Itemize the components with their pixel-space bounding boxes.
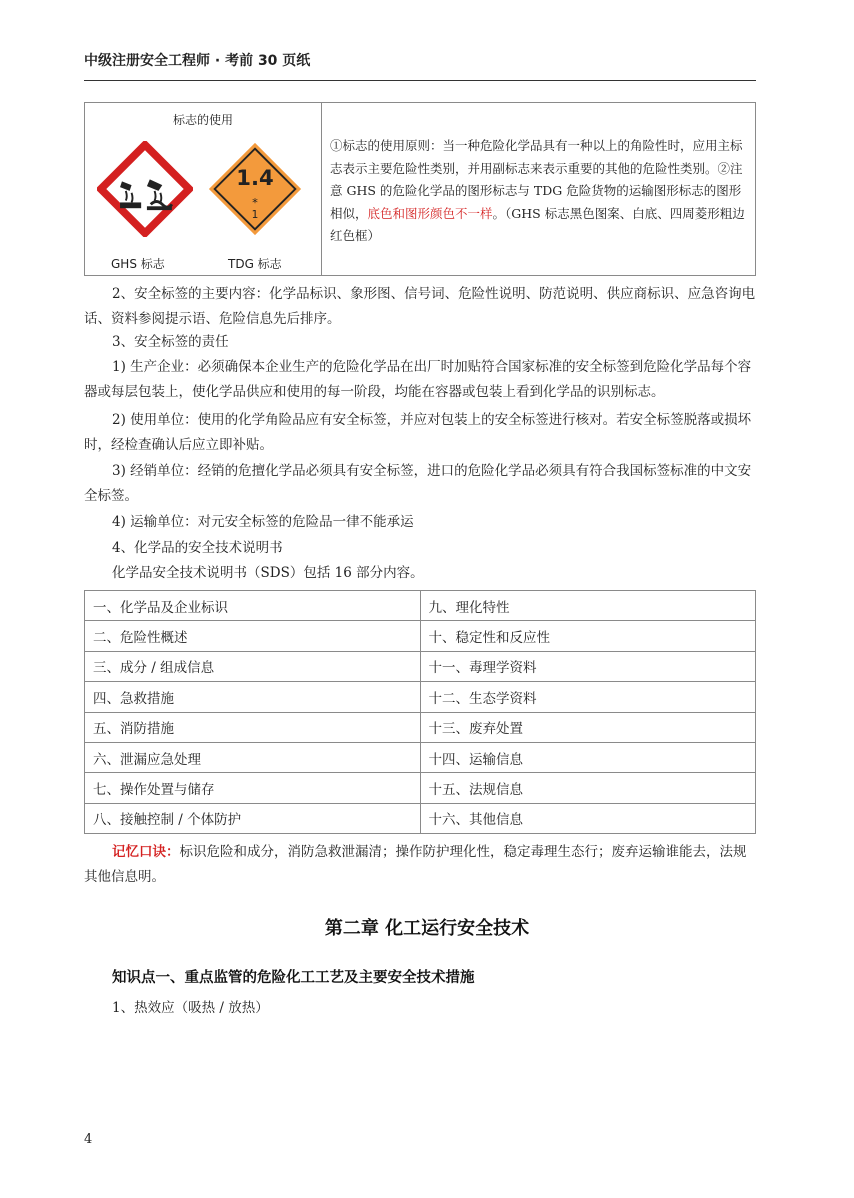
- sign-usage-table: [84, 102, 756, 276]
- sign-text-part2: 。（GHS 标志黑色图案、白底、四周菱形粗边红色框）: [330, 205, 745, 243]
- tdg-class-number: 1: [251, 208, 259, 221]
- table-cell: 十、稳定性和反应性: [420, 621, 756, 651]
- paragraph-transporter: 4) 运输单位：对元安全标签的危险品一律不能承运: [112, 514, 414, 530]
- mnemonic-text: 标识危险和成分，消防急救泄漏清；操作防护理化性，稳定毒理生态行；废弃运输谁能去，法规其他信息明。: [84, 844, 747, 885]
- sign-text-red: 底色和图形颜色不一样: [367, 205, 493, 221]
- header-rule: [84, 80, 756, 81]
- tdg-explosive-pictogram: [207, 141, 303, 237]
- tdg-label: TDG 标志: [228, 257, 282, 271]
- table-cell: 五、消防措施: [85, 712, 421, 742]
- table-cell: 三、成分 / 组成信息: [85, 651, 421, 681]
- list-item: 1、热效应（吸热 / 放热）: [112, 1000, 269, 1016]
- tdg-star: *: [252, 195, 258, 210]
- paragraph-label-duty: 3、安全标签的责任: [112, 334, 229, 350]
- table-cell: 六、泄漏应急处理: [85, 742, 421, 772]
- paragraph-user: 2) 使用单位：使用的化学角险品应有安全标签，并应对包装上的安全标签进行核对。若安全标签脱落或损坏时，经检查确认后应立即补贴。: [84, 412, 752, 453]
- table-row: [85, 682, 756, 712]
- table-row: [85, 803, 756, 833]
- table-cell: 四、急救措施: [85, 682, 421, 712]
- paragraph-label-content: 2、安全标签的主要内容：化学品标识、象形图、信号词、危险性说明、防范说明、供应商标识、应急咨询电话、资料参阅提示语、危险信息先后排序。: [84, 286, 756, 327]
- paragraph-sds-heading: 4、化学品的安全技术说明书: [112, 540, 283, 556]
- ghs-label: GHS 标志: [111, 257, 165, 271]
- table-row: [85, 621, 756, 651]
- table-cell: 十四、运输信息: [420, 742, 756, 772]
- paragraph-distributor: 3) 经销单位：经销的危擅化学品必须具有安全标签，进口的危险化学品必须具有符合我国标签标准的中文安全标签。: [84, 463, 752, 504]
- table-row: [85, 773, 756, 803]
- table-row: [85, 742, 756, 772]
- tdg-division-number: 1.4: [236, 165, 274, 191]
- paragraph-producer: 1) 生产企业：必须确保本企业生产的危险化学品在出厂时加贴符合国家标准的安全标签到危险化学品每个容器或每层包装上，使化学品供应和使用的每一阶段，均能在容器或包装上看到化学品的识别标志。: [84, 359, 752, 400]
- table-row: [85, 651, 756, 681]
- table-cell: 八、接触控制 / 个体防护: [85, 803, 421, 833]
- sign-images-cell: [85, 103, 322, 275]
- table-cell: 九、理化特性: [420, 591, 756, 621]
- page-number: 4: [84, 1132, 93, 1147]
- table-cell: 十六、其他信息: [420, 803, 756, 833]
- ghs-corrosive-pictogram: [97, 141, 193, 237]
- table-cell: 二、危险性概述: [85, 621, 421, 651]
- table-row: [85, 591, 756, 621]
- sign-text-part1: ①标志的使用原则：当一种危险化学品具有一种以上的角险性时，应用主标志表示主要危险性类别，并用副标志来表示重要的其他的危险性类别。②注意 GHS 的危险化学品的图形标志与 TDG 危险货物的运输图形标志的图形相似，: [330, 138, 743, 221]
- table-cell: 七、操作处置与储存: [85, 773, 421, 803]
- memory-mnemonic: [84, 840, 756, 889]
- table-cell: 一、化学品及企业标识: [85, 591, 421, 621]
- sign-caption: 标志的使用: [172, 113, 233, 127]
- chapter-title: 第二章 化工运行安全技术: [324, 918, 530, 939]
- sds-sections-table: [84, 590, 756, 834]
- table-cell: 十三、废弃处置: [420, 712, 756, 742]
- table-cell: 十五、法规信息: [420, 773, 756, 803]
- paragraph-sds-intro: 化学品安全技术说明书（SDS）包括 16 部分内容。: [112, 565, 424, 581]
- sign-usage-text: [322, 103, 755, 275]
- table-cell: 十二、生态学资料: [420, 682, 756, 712]
- section-title: 知识点一、重点监管的危险化工工艺及主要安全技术措施: [112, 970, 475, 986]
- running-header: 中级注册安全工程师 · 考前 30 页纸: [84, 53, 311, 69]
- table-row: [85, 712, 756, 742]
- mnemonic-label: 记忆口诀：: [112, 844, 180, 860]
- table-cell: 十一、毒理学资料: [420, 651, 756, 681]
